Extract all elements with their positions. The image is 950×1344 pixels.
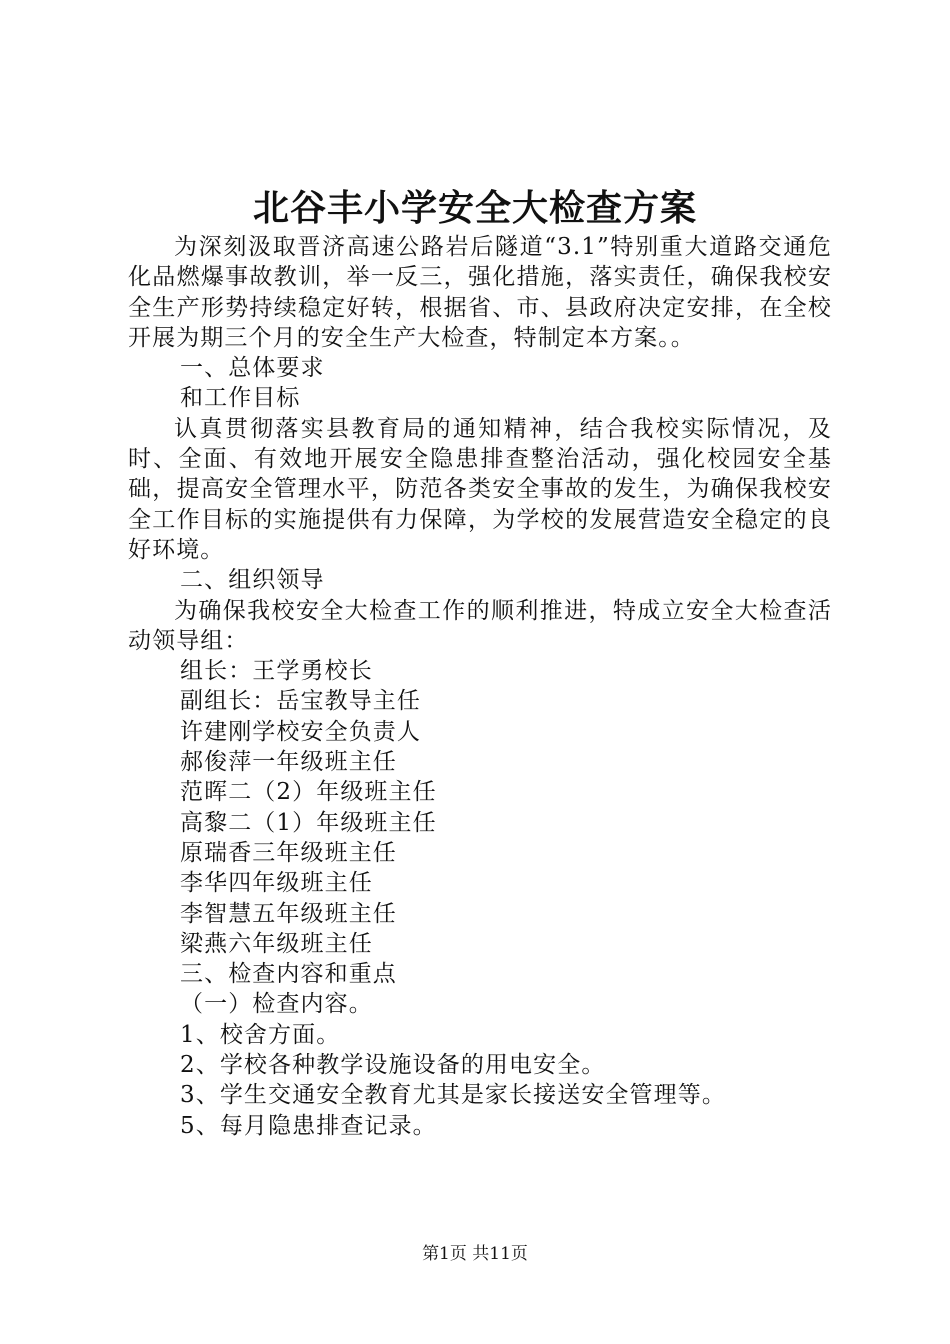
intro-paragraph: 为深刻汲取晋济高速公路岩后隧道“3.1”特别重大道路交通危化品燃爆事故教训，举一反三，强化措施，落实责任，确保我校安全生产形势持续稳定好转，根据省、市、县政府决定安排，在全校开展为期三个月的安全生产大检查，特制定本方案。。 [128, 234, 832, 351]
section-1-paragraph: 认真贯彻落实县教育局的通知精神，结合我校实际情况，及时、全面、有效地开展安全隐患排查整治活动，强化校园安全基础，提高安全管理水平，防范各类安全事故的发生，为确保我校安全工作目标的实施提供有力保障，为学校的发展营造安全稳定的良好环境。 [128, 415, 832, 563]
check-item: 2、学校各种教学设施设备的用电安全。 [180, 1052, 606, 1079]
member-line: 组长：王学勇校长 [180, 658, 373, 685]
member-line: 李智慧五年级班主任 [180, 900, 397, 927]
section-2-paragraph: 为确保我校安全大检查工作的顺利推进，特成立安全大检查活动领导组： [128, 597, 832, 654]
member-line: 梁燕六年级班主任 [180, 930, 373, 957]
section-1-subheading: 和工作目标 [180, 385, 301, 412]
check-item: 3、学生交通安全教育尤其是家长接送安全管理等。 [180, 1082, 726, 1109]
member-line: 副组长：岳宝教导主任 [180, 688, 421, 715]
section-2-heading: 二、组织领导 [180, 567, 325, 594]
member-line: 郝俊萍一年级班主任 [180, 749, 397, 776]
member-line: 许建刚学校安全负责人 [180, 718, 421, 745]
section-1-heading: 一、总体要求 [180, 355, 325, 382]
check-item: 1、校舍方面。 [180, 1021, 341, 1048]
member-line: 范晖二（2）年级班主任 [180, 779, 437, 806]
page-number-footer: 第1页 共11页 [422, 1244, 528, 1264]
member-line: 高黎二（1）年级班主任 [180, 809, 437, 836]
member-line: 原瑞香三年级班主任 [180, 839, 397, 866]
section-3-subheading: （一）检查内容。 [180, 991, 373, 1018]
document-body [128, 232, 832, 1141]
check-item: 5、每月隐患排查记录。 [180, 1112, 437, 1139]
member-line: 李华四年级班主任 [180, 870, 373, 897]
document-title: 北谷丰小学安全大检查方案 [252, 188, 697, 229]
section-3-heading: 三、检查内容和重点 [180, 961, 397, 988]
